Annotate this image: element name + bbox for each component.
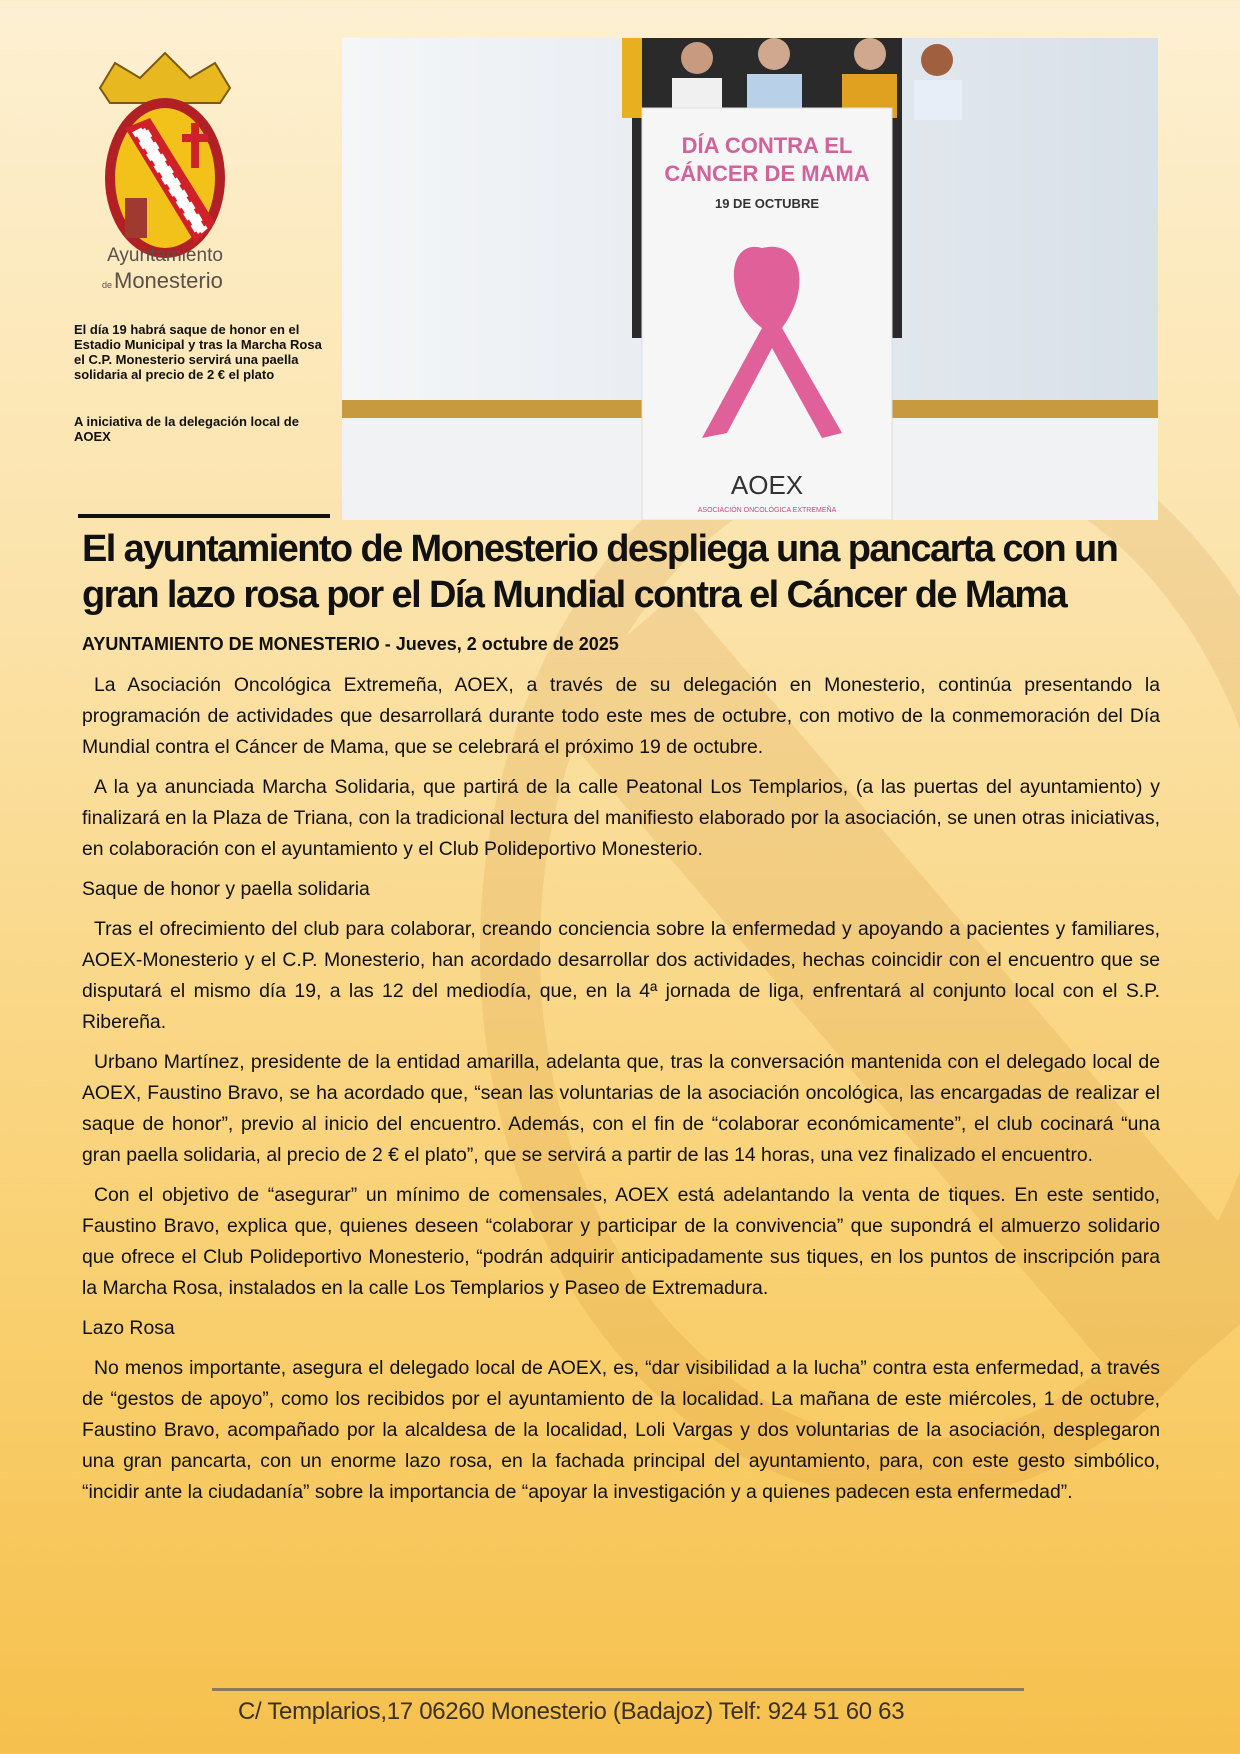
paragraph: Tras el ofrecimiento del club para colaborar, creando conciencia sobre la enfermedad y apoyando a pacientes y familiares, AOEX-Monesterio y el C.P. Monesterio, han acordado desarrollar dos actividades, hechas coincidir con el encuentro que se disputará el mismo día 19, a las 12 del mediodía, que, en la 4ª jornada de liga, enfrentará al conjunto local con el S.P. Ribereña. bbox=[82, 918, 1160, 1033]
paragraph: Urbano Martínez, presidente de la entidad amarilla, adelanta que, tras la conversación mantenida con el delegado local de AOEX, Faustino Bravo, se ha acordado que, “sean las voluntarias de la asociación oncológica, las encargadas de realizar el saque de honor”, previo al inicio del encuentro. Además, con el fin de “colaborar económicamente”, el club cocinará “una gran paella solidaria, al precio de 2 € el plato”, que se servirá a partir de las 14 horas, una vez finalizado el encuentro. bbox=[82, 1051, 1160, 1166]
banner-org: ASOCIACIÓN ONCOLÓGICA EXTREMEÑA bbox=[697, 507, 837, 514]
title-rule bbox=[78, 514, 330, 518]
byline: AYUNTAMIENTO DE MONESTERIO - Jueves, 2 octubre de 2025 bbox=[82, 634, 619, 654]
banner-line1: DÍA CONTRA EL bbox=[681, 133, 853, 158]
subheading: Lazo Rosa bbox=[82, 1317, 175, 1339]
paragraph: No menos importante, asegura el delegado local de AOEX, es, “dar visibilidad a la lucha” contra esta enfermedad, a través de “gestos de apoyo”, como los recibidos por el ayuntamiento de la localidad. La mañana de este miércoles, 1 de octubre, Faustino Bravo, acompañado por la alcaldesa de la localidad, Loli Vargas y dos voluntarias de la asociación, desplegaron una gran pancarta, con un enorme lazo rosa, en la fachada principal del ayuntamiento, para, con este gesto simbólico, “incidir ante la ciudadanía” sobre la importancia de “apoyar la investigación y a quienes padecen esta enfermedad”. bbox=[82, 1357, 1160, 1503]
logo-line1: Ayuntamiento bbox=[107, 245, 223, 266]
sidebar bbox=[74, 322, 336, 476]
sidebar-highlight: El día 19 habrá saque de honor en el Estadio Municipal y tras la Marcha Rosa el C.P. Monesterio servirá una paella solidaria al precio de 2 € el plato bbox=[74, 322, 322, 382]
paragraph: Con el objetivo de “asegurar” un mínimo de comensales, AOEX está adelantando la venta de tiques. En este sentido, Faustino Bravo, explica que, quienes deseen “colaborar y participar de la convivencia” que supondrá el almuerzo solidario que ofrece el Club Polideportivo Monesterio, “podrán adquirir anticipadamente sus tiques, en los puntos de inscripción para la Marcha Rosa, instalados en la calle Los Templarios y Paseo de Extremadura. bbox=[82, 1184, 1160, 1299]
paragraph: La Asociación Oncológica Extremeña, AOEX, a través de su delegación en Monesterio, continúa presentando la programación de actividades que desarrollará durante todo este mes de octubre, con motivo de la conmemoración del Día Mundial contra el Cáncer de Mama, que se celebrará el próximo 19 de octubre. bbox=[82, 674, 1160, 758]
logo-line2: Monesterio bbox=[114, 268, 223, 293]
footer-address: C/ Templarios,17 06260 Monesterio (Badajoz) Telf: 924 51 60 63 bbox=[238, 1698, 905, 1725]
paragraph: A la ya anunciada Marcha Solidaria, que partirá de la calle Peatonal Los Templarios, (a las puertas del ayuntamiento) y finalizará en la Plaza de Triana, con la tradicional lectura del manifiesto elaborado por la asociación, se unen otras iniciativas, en colaboración con el ayuntamiento y el Club Polideportivo Monesterio. bbox=[82, 776, 1160, 860]
sidebar-note: A iniciativa de la delegación local de AOEX bbox=[74, 414, 299, 444]
footer-rule bbox=[212, 1688, 1024, 1691]
municipal-crest-logo bbox=[90, 48, 240, 298]
banner-date: 19 DE OCTUBRE bbox=[714, 196, 820, 211]
article-body bbox=[82, 670, 1160, 1517]
logo-de: de bbox=[102, 280, 113, 290]
banner-line2: CÁNCER DE MAMA bbox=[664, 161, 870, 186]
banner-aoex-logo: AOEX bbox=[730, 470, 804, 500]
banner-photo bbox=[342, 38, 1158, 520]
article-title: El ayuntamiento de Monesterio despliega una pancarta con un gran lazo rosa por el Día Mundial contra el Cáncer de Mama bbox=[82, 528, 1118, 616]
subheading: Saque de honor y paella solidaria bbox=[82, 878, 370, 900]
